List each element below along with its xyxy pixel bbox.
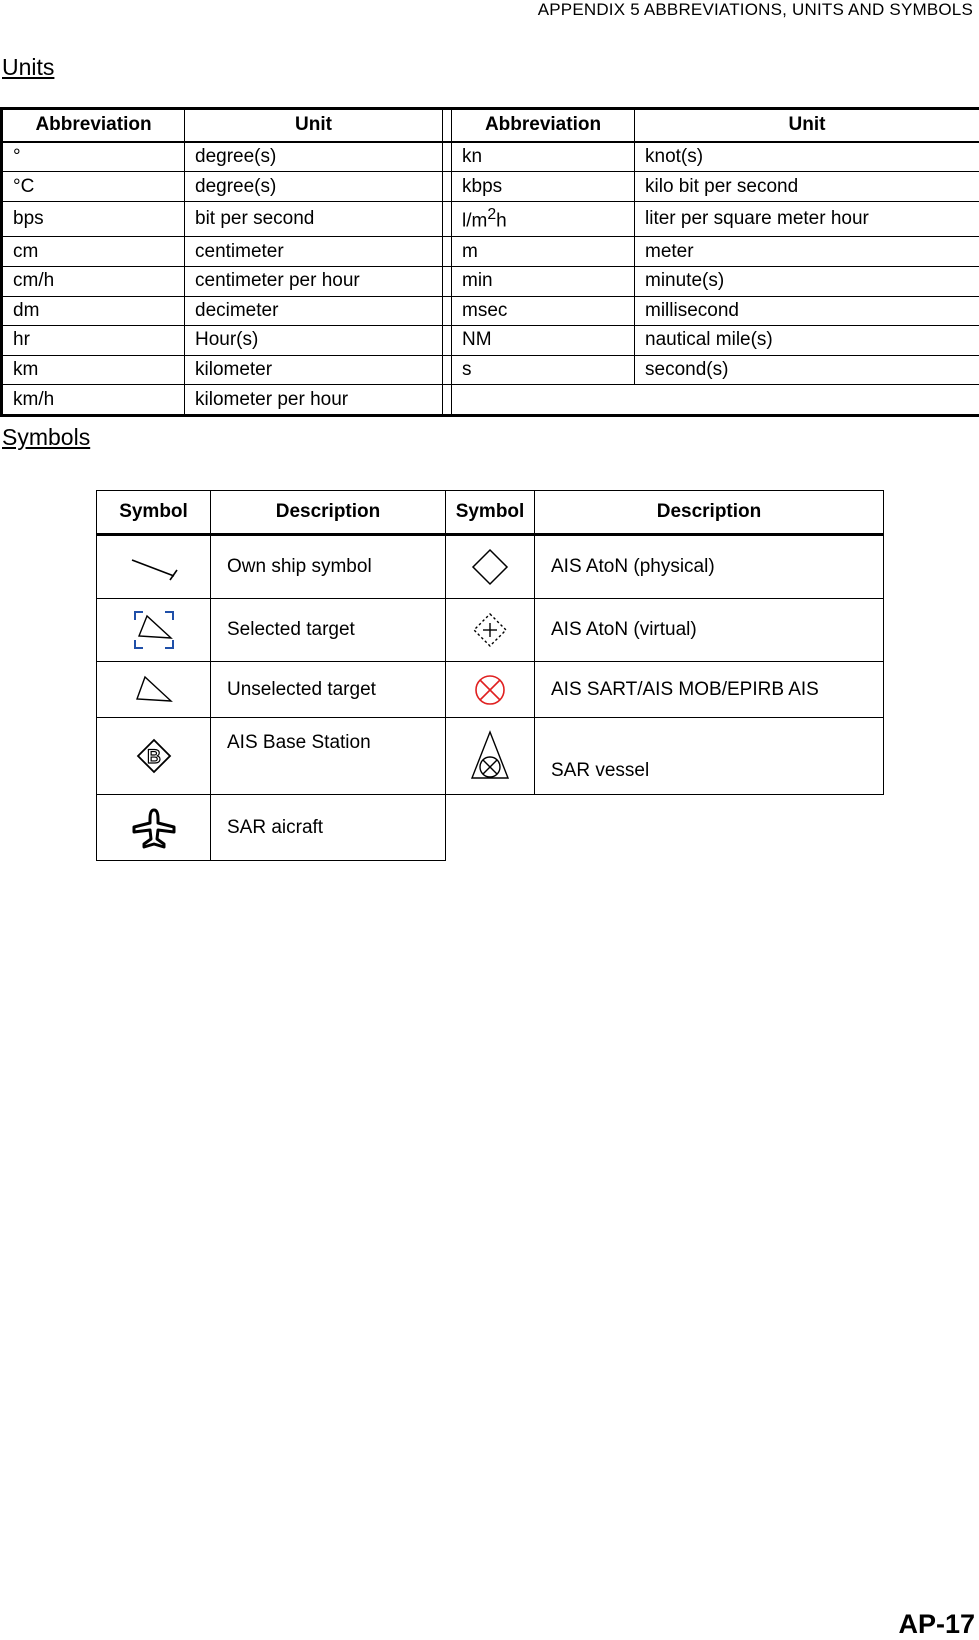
ais-base-station-icon (134, 736, 174, 776)
abbreviation-cell: cm/h (2, 267, 185, 297)
ais-aton-physical-icon (470, 547, 510, 587)
column-header: Unit (185, 109, 443, 142)
units-section-title: Units (2, 54, 55, 80)
symbol-cell (97, 795, 211, 861)
unit-cell: meter (635, 237, 979, 267)
column-divider (443, 237, 452, 267)
table-row (2, 326, 979, 356)
table-row (97, 718, 884, 795)
column-header: Unit (635, 109, 979, 142)
unit-cell: kilometer per hour (185, 385, 443, 416)
abbreviation-cell: msec (452, 296, 635, 326)
abbreviation-cell: kbps (452, 172, 635, 202)
page-number: AP-17 (898, 1609, 975, 1639)
column-divider (443, 267, 452, 297)
symbols-section-title: Symbols (2, 424, 91, 450)
table-row (2, 355, 979, 385)
abbreviation-cell: min (452, 267, 635, 297)
table-row (97, 795, 884, 861)
column-header: Description (535, 491, 884, 535)
unit-cell: decimeter (185, 296, 443, 326)
column-divider (443, 109, 452, 142)
symbol-cell (446, 662, 535, 718)
unit-cell: knot(s) (635, 142, 979, 172)
table-row (2, 267, 979, 297)
empty-cell (452, 385, 979, 416)
abbreviation-cell: ° (2, 142, 185, 172)
unit-cell: degree(s) (185, 172, 443, 202)
empty-cell (446, 795, 884, 861)
description-cell: Selected target (211, 599, 446, 662)
symbol-cell (446, 718, 535, 795)
description-cell: AIS AtoN (virtual) (535, 599, 884, 662)
unit-cell: kilometer (185, 355, 443, 385)
own-ship-symbol-icon (124, 552, 184, 582)
symbol-cell (97, 662, 211, 718)
unit-cell: bit per second (185, 201, 443, 237)
column-header: Abbreviation (452, 109, 635, 142)
abbreviation-cell: bps (2, 201, 185, 237)
unit-cell: minute(s) (635, 267, 979, 297)
selected-target-icon (131, 608, 177, 652)
column-divider (443, 201, 452, 237)
page-header: APPENDIX 5 ABBREVIATIONS, UNITS AND SYMBOLS (537, 0, 973, 19)
symbol-cell (446, 535, 535, 599)
unit-cell: kilo bit per second (635, 172, 979, 202)
description-cell: Unselected target (211, 662, 446, 718)
table-row (2, 237, 979, 267)
symbol-cell (446, 599, 535, 662)
unit-cell: nautical mile(s) (635, 326, 979, 356)
ais-aton-virtual-icon (470, 610, 510, 650)
column-divider (443, 385, 452, 416)
unit-cell: centimeter per hour (185, 267, 443, 297)
column-divider (443, 142, 452, 172)
table-row (2, 201, 979, 237)
sar-vessel-icon (468, 728, 512, 784)
table-row (2, 296, 979, 326)
description-cell: AIS Base Station (211, 718, 446, 795)
column-header: Symbol (97, 491, 211, 535)
symbols-header-row (97, 491, 884, 535)
symbol-cell (97, 718, 211, 795)
abbreviation-cell: s (452, 355, 635, 385)
description-cell: SAR aicraft (211, 795, 446, 861)
symbol-cell (97, 535, 211, 599)
unit-cell: liter per square meter hour (635, 201, 979, 237)
sar-aircraft-icon (130, 807, 178, 849)
abbreviation-cell: hr (2, 326, 185, 356)
table-row (97, 535, 884, 599)
column-header: Description (211, 491, 446, 535)
abbreviation-cell: km/h (2, 385, 185, 416)
description-cell: AIS SART/AIS MOB/EPIRB AIS (535, 662, 884, 718)
abbreviation-cell: km (2, 355, 185, 385)
abbreviation-cell: cm (2, 237, 185, 267)
table-row (2, 385, 979, 416)
symbol-cell (97, 599, 211, 662)
unselected-target-icon (131, 673, 177, 707)
units-table (0, 107, 979, 417)
symbols-table (96, 490, 884, 861)
abbreviation-cell: m (452, 237, 635, 267)
description-cell: SAR vessel (535, 718, 884, 795)
abbreviation-cell: dm (2, 296, 185, 326)
table-row (97, 662, 884, 718)
units-header-row (2, 109, 979, 142)
unit-cell: centimeter (185, 237, 443, 267)
abbreviation-cell-superscript: $l/m^2h$ (452, 201, 635, 237)
column-divider (443, 296, 452, 326)
unit-cell: degree(s) (185, 142, 443, 172)
column-divider (443, 326, 452, 356)
base-station-letter: B (146, 747, 161, 768)
abbreviation-cell: kn (452, 142, 635, 172)
table-row (2, 142, 979, 172)
description-cell: AIS AtoN (physical) (535, 535, 884, 599)
unit-cell: millisecond (635, 296, 979, 326)
column-divider (443, 355, 452, 385)
table-row (2, 172, 979, 202)
table-row (97, 599, 884, 662)
column-header: Abbreviation (2, 109, 185, 142)
abbreviation-cell: NM (452, 326, 635, 356)
unit-cell: second(s) (635, 355, 979, 385)
unit-cell: Hour(s) (185, 326, 443, 356)
ais-sart-icon (472, 672, 508, 708)
column-header: Symbol (446, 491, 535, 535)
column-divider (443, 172, 452, 202)
abbreviation-cell: °C (2, 172, 185, 202)
description-cell: Own ship symbol (211, 535, 446, 599)
